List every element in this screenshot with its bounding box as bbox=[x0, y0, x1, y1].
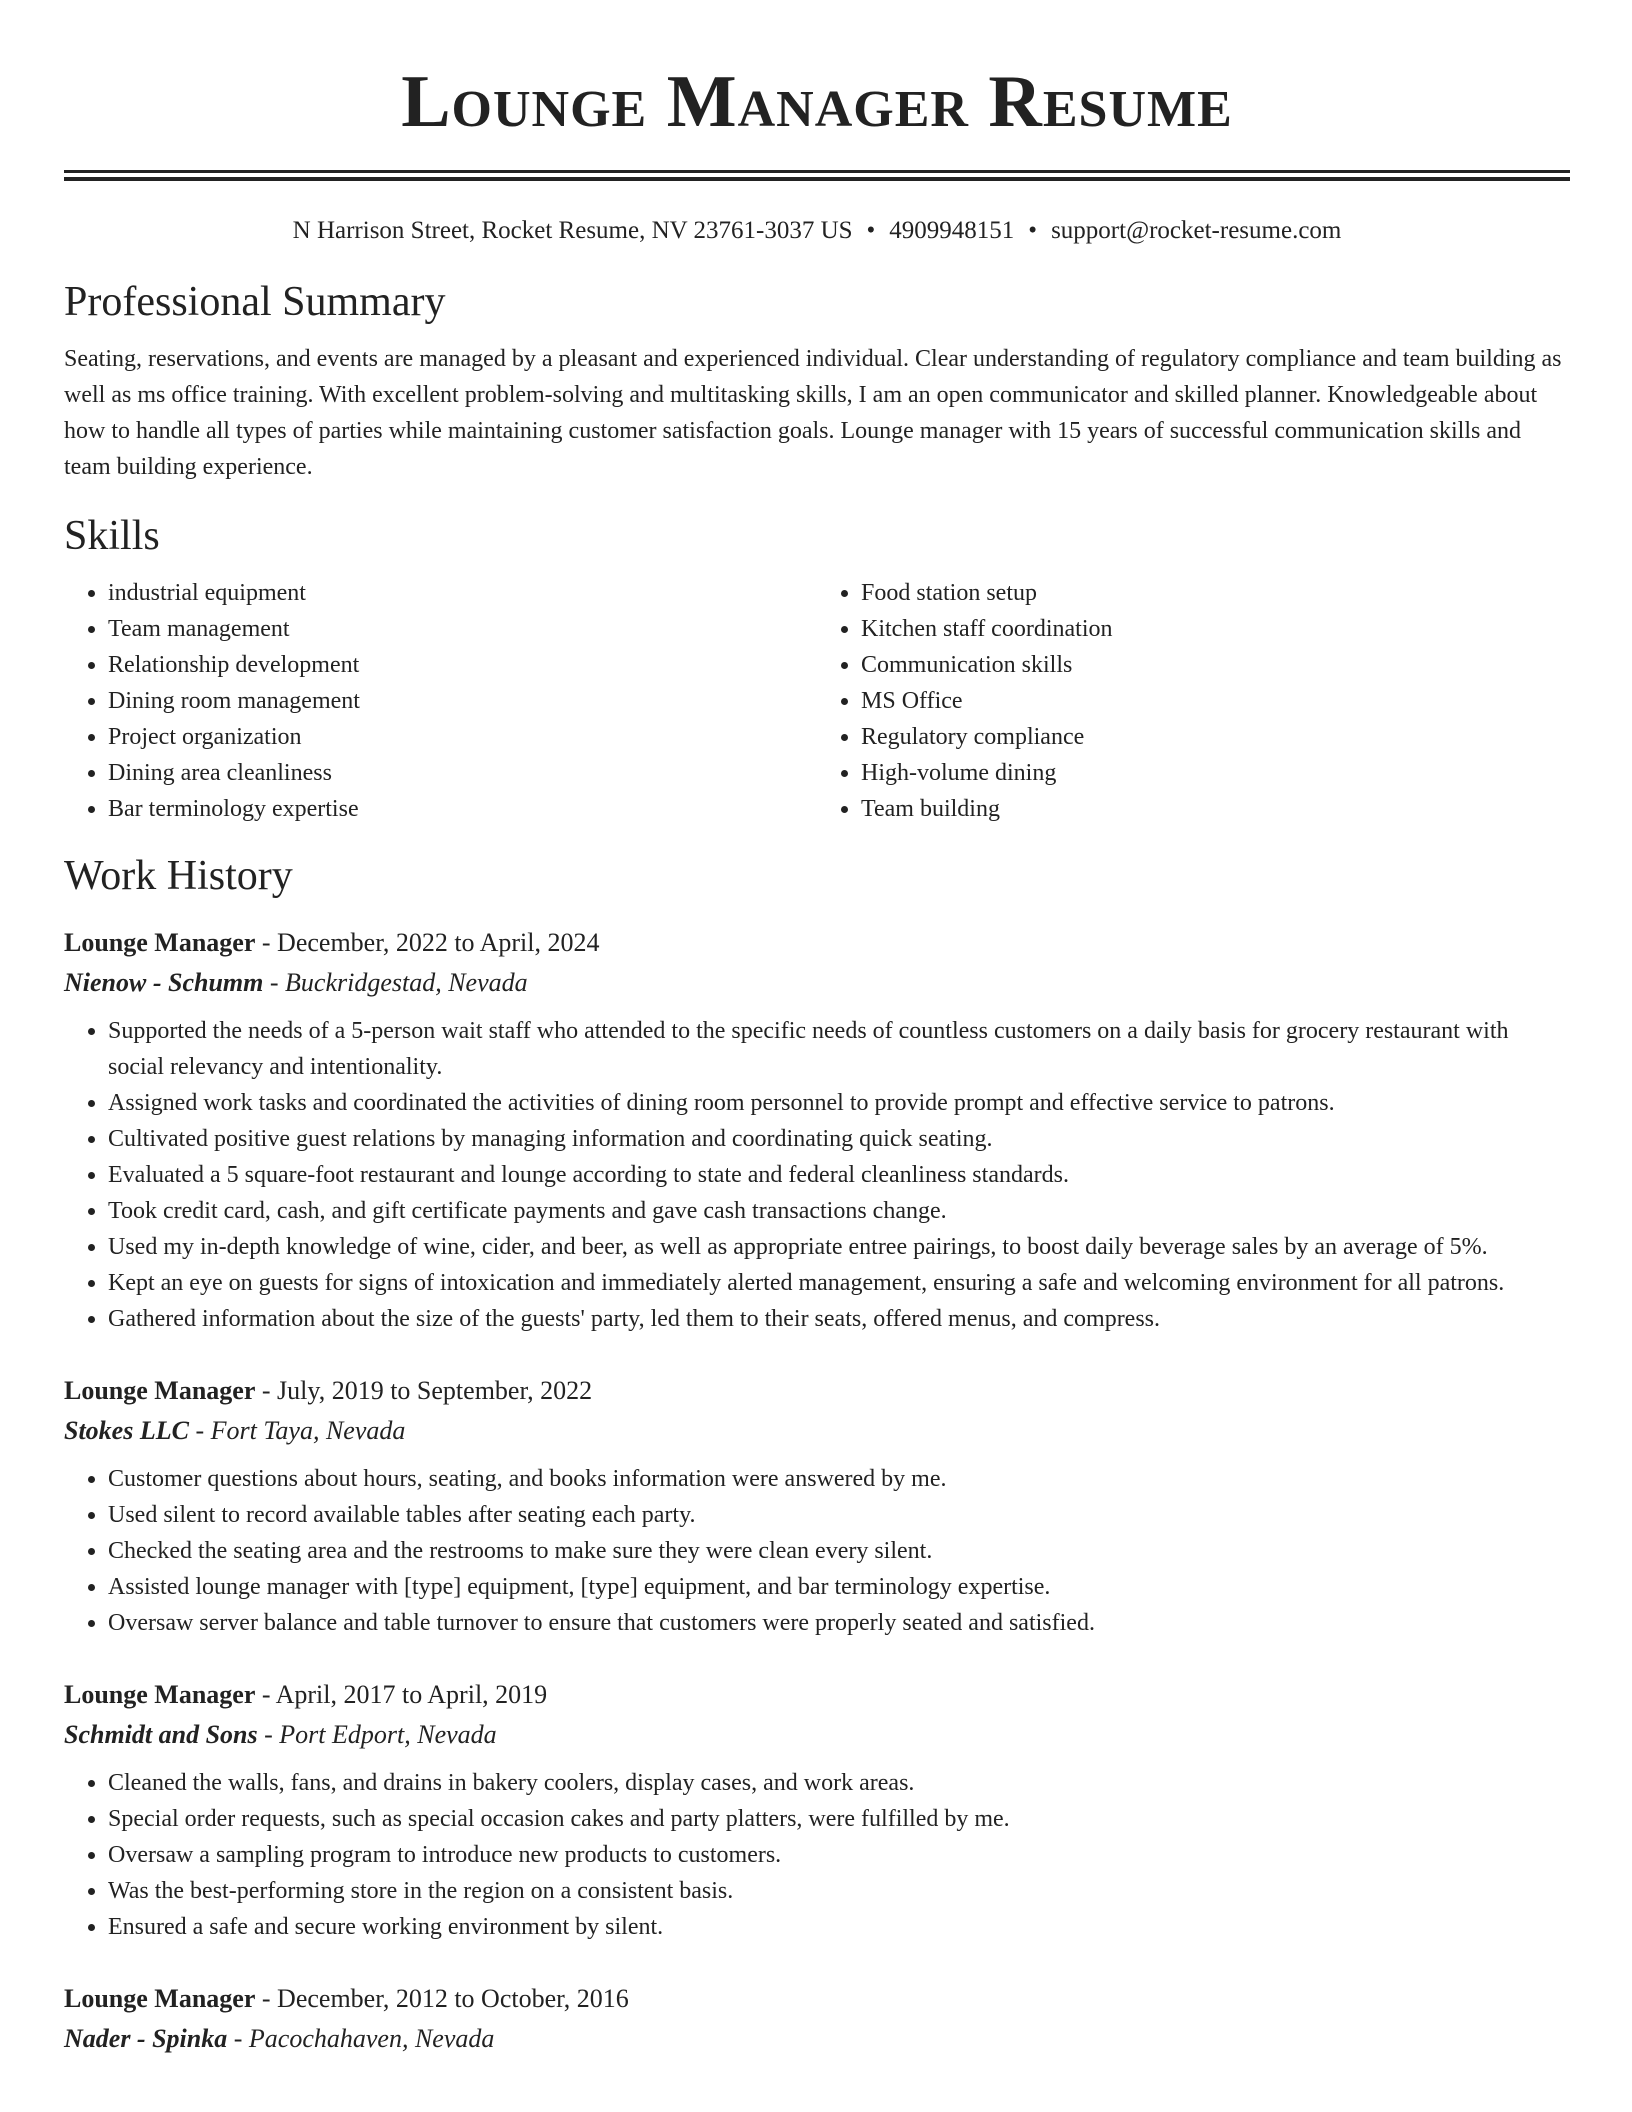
job-dates: - December, 2012 to October, 2016 bbox=[255, 1984, 629, 2013]
job-location: - Fort Taya, Nevada bbox=[188, 1416, 406, 1445]
job-bullet: • Took credit card, cash, and gift certificate payments and gave cash transactions change. bbox=[108, 1193, 1570, 1229]
contact-email[interactable]: support@rocket-resume.com bbox=[1051, 217, 1342, 244]
job-location: - Port Edport, Nevada bbox=[257, 1720, 497, 1749]
job-bullets bbox=[64, 1013, 1570, 1337]
job-location: - Buckridgestad, Nevada bbox=[263, 968, 528, 997]
contact-address: N Harrison Street, Rocket Resume, NV 23761-3037 US bbox=[292, 217, 853, 244]
job-title-line bbox=[64, 1675, 1570, 1715]
job-bullet: • Cultivated positive guest relations by managing information and coordinating quick seating. bbox=[108, 1121, 1570, 1157]
skill-item: • MS Office bbox=[861, 683, 1570, 719]
skills-list bbox=[64, 575, 1570, 827]
job-title: Lounge Manager bbox=[64, 1376, 256, 1405]
header-rule-bottom bbox=[64, 177, 1570, 181]
job-title-line bbox=[64, 923, 1570, 963]
skill-item: • Communication skills bbox=[861, 647, 1570, 683]
job-title: Lounge Manager bbox=[64, 1984, 256, 2013]
job-bullet: • Used silent to record available tables after seating each party. bbox=[108, 1497, 1570, 1533]
job-title: Lounge Manager bbox=[64, 928, 256, 957]
skill-item: • Regulatory compliance bbox=[861, 719, 1570, 755]
skill-item: • Project organization bbox=[108, 719, 817, 755]
job-bullet: • Special order requests, such as special occasion cakes and party platters, were fulfilled by me. bbox=[108, 1801, 1570, 1837]
work-history-heading: Work History bbox=[64, 853, 293, 899]
job-company-line bbox=[64, 1411, 1570, 1451]
skill-item: • Team building bbox=[861, 791, 1570, 827]
contact-phone: 4909948151 bbox=[889, 217, 1015, 244]
job-entry bbox=[64, 1675, 1570, 1945]
job-bullet: • Used my in-depth knowledge of wine, cider, and beer, as well as appropriate entree pairings, to boost daily beverage sales by an average of 5%. bbox=[108, 1229, 1570, 1265]
skill-item: • Relationship development bbox=[108, 647, 817, 683]
job-dates: - April, 2017 to April, 2019 bbox=[255, 1680, 548, 1709]
job-dates: - July, 2019 to September, 2022 bbox=[255, 1376, 593, 1405]
job-bullets bbox=[64, 1461, 1570, 1641]
job-title-line bbox=[64, 1979, 1570, 2019]
job-bullet: • Cleaned the walls, fans, and drains in bakery coolers, display cases, and work areas. bbox=[108, 1765, 1570, 1801]
job-bullet: • Supported the needs of a 5-person wait staff who attended to the specific needs of countless customers on a daily basis for grocery restaurant with social relevancy and intentionality. bbox=[108, 1013, 1570, 1085]
job-entry bbox=[64, 1979, 1570, 2059]
job-bullet: • Oversaw a sampling program to introduce new products to customers. bbox=[108, 1837, 1570, 1873]
skills-column-right bbox=[817, 575, 1570, 827]
job-entry bbox=[64, 1371, 1570, 1641]
skills-heading: Skills bbox=[64, 513, 160, 559]
skill-item: • Bar terminology expertise bbox=[108, 791, 817, 827]
job-company-line bbox=[64, 1715, 1570, 1755]
job-bullet: • Evaluated a 5 square-foot restaurant and lounge according to state and federal cleanliness standards. bbox=[108, 1157, 1570, 1193]
job-bullet: • Ensured a safe and secure working environment by silent. bbox=[108, 1909, 1570, 1945]
job-bullet: • Gathered information about the size of the guests' party, led them to their seats, offered menus, and compress. bbox=[108, 1301, 1570, 1337]
job-company: Nader - Spinka bbox=[64, 2024, 228, 2053]
summary-text: Seating, reservations, and events are managed by a pleasant and experienced individual. Clear understanding of regulatory compliance and team building as well as ms office training. With excellent problem-solving and multitasking skills, I am an open communicator and skilled planner. Knowledgeable about how to handle all types of parties while maintaining customer satisfaction goals. Lounge manager with 15 years of successful communication skills and team building experience. bbox=[64, 346, 1562, 480]
header-rule-top bbox=[64, 170, 1570, 173]
resume-name: Lounge Manager Resume bbox=[401, 61, 1233, 143]
contact-separator: • bbox=[1028, 217, 1038, 244]
contact-line bbox=[64, 215, 1570, 247]
job-bullet: • Checked the seating area and the restrooms to make sure they were clean every silent. bbox=[108, 1533, 1570, 1569]
job-bullets bbox=[64, 1765, 1570, 1945]
job-bullet: • Assigned work tasks and coordinated the activities of dining room personnel to provide prompt and effective service to patrons. bbox=[108, 1085, 1570, 1121]
skill-item: • Food station setup bbox=[861, 575, 1570, 611]
skill-item: • High-volume dining bbox=[861, 755, 1570, 791]
job-bullet: • Assisted lounge manager with [type] equipment, [type] equipment, and bar terminology expertise. bbox=[108, 1569, 1570, 1605]
job-company-line bbox=[64, 2019, 1570, 2059]
skill-item: • Dining area cleanliness bbox=[108, 755, 817, 791]
skills-column-left bbox=[64, 575, 817, 827]
skill-item: • Kitchen staff coordination bbox=[861, 611, 1570, 647]
job-title: Lounge Manager bbox=[64, 1680, 256, 1709]
job-bullet: • Was the best-performing store in the region on a consistent basis. bbox=[108, 1873, 1570, 1909]
job-company: Nienow - Schumm bbox=[64, 968, 264, 997]
job-dates: - December, 2022 to April, 2024 bbox=[255, 928, 600, 957]
job-company: Stokes LLC bbox=[64, 1416, 189, 1445]
skill-item: • industrial equipment bbox=[108, 575, 817, 611]
job-company: Schmidt and Sons bbox=[64, 1720, 258, 1749]
job-bullet: • Oversaw server balance and table turnover to ensure that customers were properly seated and satisfied. bbox=[108, 1605, 1570, 1641]
skill-item: • Team management bbox=[108, 611, 817, 647]
job-entry bbox=[64, 923, 1570, 1337]
job-company-line bbox=[64, 963, 1570, 1003]
skill-item: • Dining room management bbox=[108, 683, 817, 719]
resume-page bbox=[64, 0, 1570, 2059]
job-title-line bbox=[64, 1371, 1570, 1411]
contact-separator: • bbox=[866, 217, 876, 244]
summary-heading: Professional Summary bbox=[64, 279, 446, 325]
job-location: - Pacochahaven, Nevada bbox=[227, 2024, 495, 2053]
job-bullet: • Customer questions about hours, seating, and books information were answered by me. bbox=[108, 1461, 1570, 1497]
job-bullet: • Kept an eye on guests for signs of intoxication and immediately alerted management, ensuring a safe and welcoming environment for all patrons. bbox=[108, 1265, 1570, 1301]
